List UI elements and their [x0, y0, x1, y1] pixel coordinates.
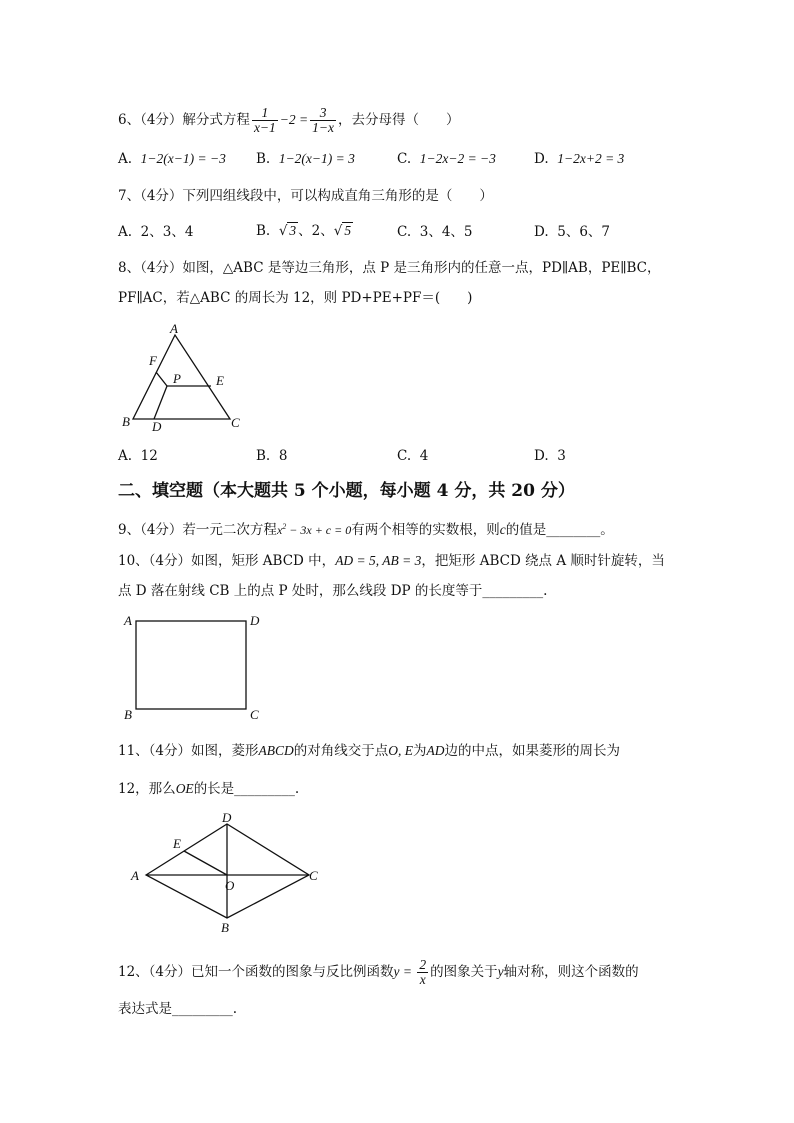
option-label: D. [534, 448, 549, 464]
sqrt-icon: √ [333, 223, 343, 239]
section-2-title: 二、填空题（本大题共 5 个小题，每小题 4 分，共 20 分） [118, 481, 575, 501]
label-c: C [250, 707, 259, 722]
option-label: C. [397, 224, 412, 240]
option-text: 1−2x−2 = −3 [419, 151, 496, 166]
q11-text-2: 为 [413, 743, 427, 759]
q12-equals: = [399, 964, 416, 980]
q11-math-4: OE [175, 781, 194, 796]
option-text: 3、4、5 [419, 224, 473, 240]
q9-equation [277, 523, 351, 537]
option-label: A. [118, 448, 133, 464]
q6-frac2-num: 3 [319, 105, 327, 120]
option-label: B. [256, 151, 271, 167]
option-text: 3 [557, 448, 566, 464]
segment-pd [154, 386, 167, 419]
q10-prefix: 10、（4分）如图，矩形 ABCD 中， [118, 553, 336, 569]
option-text: 5、6、7 [557, 224, 611, 240]
option-text: 1−2(x−1) = 3 [278, 151, 355, 166]
label-o: O [225, 878, 235, 893]
label-d: D [152, 419, 162, 434]
q9-mid: 有两个相等的实数根，则 [351, 522, 500, 538]
q6-stem-prefix: 6、（4分）解分式方程 [118, 112, 250, 129]
q6-option-c [397, 152, 496, 167]
q7-stem: 7、（4分）下列四组线段中，可以构成直角三角形的是（ ） [118, 188, 493, 204]
label-f: F [149, 353, 157, 368]
option-label: B. [256, 448, 271, 464]
q7-option-d [534, 226, 610, 240]
q7-option-b [256, 224, 353, 239]
q8-option-b [256, 450, 287, 464]
label-b: B [221, 920, 229, 935]
q11-rhombus-figure [126, 812, 326, 937]
label-e: E [173, 836, 181, 851]
option-text: 1−2x+2 = 3 [557, 151, 625, 166]
q11-text-3: 边的中点，如果菱形的周长为 [444, 743, 621, 759]
q12-frac-den: x [417, 972, 428, 987]
q6-option-b [256, 152, 355, 167]
q9-eq-var: x [276, 523, 283, 537]
q10-suffix: ，把矩形 ABCD 绕点 A 顺时针旋转，当 [421, 553, 665, 569]
q11-math-2: O, E [388, 743, 414, 758]
q6-frac1-num: 1 [261, 105, 269, 120]
option-label: D. [534, 224, 549, 240]
q9-stem [118, 523, 614, 538]
label-p: P [173, 371, 181, 386]
q9-prefix: 9、（4分）若一元二次方程 [118, 522, 277, 538]
q12-prefix: 12、（4分）已知一个函数的图象与反比例函数 [118, 964, 394, 981]
label-c: C [231, 415, 240, 430]
q9-suffix: 的值是________。 [505, 522, 614, 538]
option-text: 12 [140, 448, 158, 464]
q9-eq-rest: − 3x + c = 0 [286, 523, 352, 537]
q6-frac1-den: x−1 [253, 120, 276, 136]
q11-line2-suffix: 的长是_________. [193, 781, 300, 797]
rectangle-abcd [136, 621, 246, 709]
option-label: C. [397, 448, 412, 464]
q12-mid: 的图象关于 [430, 964, 498, 981]
option-text: 8 [278, 448, 288, 464]
q10-rectangle-figure [118, 610, 278, 725]
label-b: B [122, 414, 130, 429]
q11-line2-prefix: 12，那么 [118, 781, 176, 797]
q11-math-1: ABCD [258, 743, 294, 758]
q7-option-a [118, 226, 193, 240]
label-d: D [250, 613, 260, 628]
q8-option-c [397, 450, 428, 464]
sqrt-icon: √ [278, 223, 288, 239]
q9-var: c [499, 522, 506, 537]
q7-option-c [397, 226, 473, 240]
q6-option-d [534, 152, 624, 167]
q8-stem-line1: 8、（4分）如图，△ABC 是等边三角形，点 P 是三角形内的任意一点，PD∥AB，PE∥BC， [118, 260, 661, 276]
q6-fraction-2 [310, 106, 336, 135]
q8-option-a [118, 450, 158, 464]
q6-stem-suffix: ，去分母得（ ） [338, 112, 460, 129]
q12-stem-line1 [118, 958, 639, 987]
q6-mid: −2 = [279, 112, 309, 128]
q6-option-a [118, 152, 226, 167]
q12-stem-line2: 表达式是_________. [118, 1001, 238, 1017]
q8-option-d [534, 450, 566, 464]
option-text: 1−2(x−1) = −3 [140, 151, 226, 166]
segment-pf [156, 372, 167, 386]
label-e: E [216, 373, 224, 388]
q10-stem-line1 [118, 554, 665, 569]
radicand-2: 5 [344, 223, 352, 238]
option-label: A. [118, 151, 133, 167]
q10-stem-line2: 点 D 落在射线 CB 上的点 P 处时，那么线段 DP 的长度等于_________. [118, 583, 548, 599]
segment-oe [184, 851, 227, 875]
q10-math: AD = 5, AB = 3 [335, 553, 422, 568]
radicand-1: 3 [289, 223, 297, 238]
q11-text-1: 的对角线交于点 [293, 743, 389, 759]
option-label: A. [118, 224, 133, 240]
label-c: C [309, 868, 318, 883]
q6-frac2-den: 1−x [312, 120, 335, 136]
q11-stem-line1 [118, 744, 620, 759]
label-a: A [170, 321, 178, 336]
q9-eq-exponent: 2 [282, 522, 287, 531]
option-text: 4 [419, 448, 429, 464]
q11-stem-line2 [118, 782, 299, 797]
label-b: B [124, 707, 132, 722]
q12-suffix: 轴对称，则这个函数的 [503, 964, 639, 981]
option-text: 2、3、4 [140, 224, 194, 240]
option-label: B. [256, 223, 271, 239]
option-label: D. [534, 151, 549, 167]
q11-math-3: AD [426, 743, 445, 758]
q12-var-y: y [393, 964, 400, 980]
q12-frac-num: 2 [419, 957, 427, 972]
q11-prefix: 11、（4分）如图，菱形 [118, 743, 259, 759]
q6-fraction-1 [252, 106, 278, 135]
q8-triangle-figure [118, 322, 268, 434]
q12-axis: y [497, 964, 504, 980]
option-separator: 、2、 [298, 223, 334, 239]
option-label: C. [397, 151, 412, 167]
label-a: A [131, 868, 139, 883]
q6-stem [118, 106, 460, 135]
q8-stem-line2: PF∥AC，若△ABC 的周长为 12，则 PD+PE+PF＝( ) [118, 290, 473, 306]
q12-fraction [417, 958, 428, 987]
label-a: A [124, 613, 132, 628]
label-d: D [222, 810, 232, 825]
